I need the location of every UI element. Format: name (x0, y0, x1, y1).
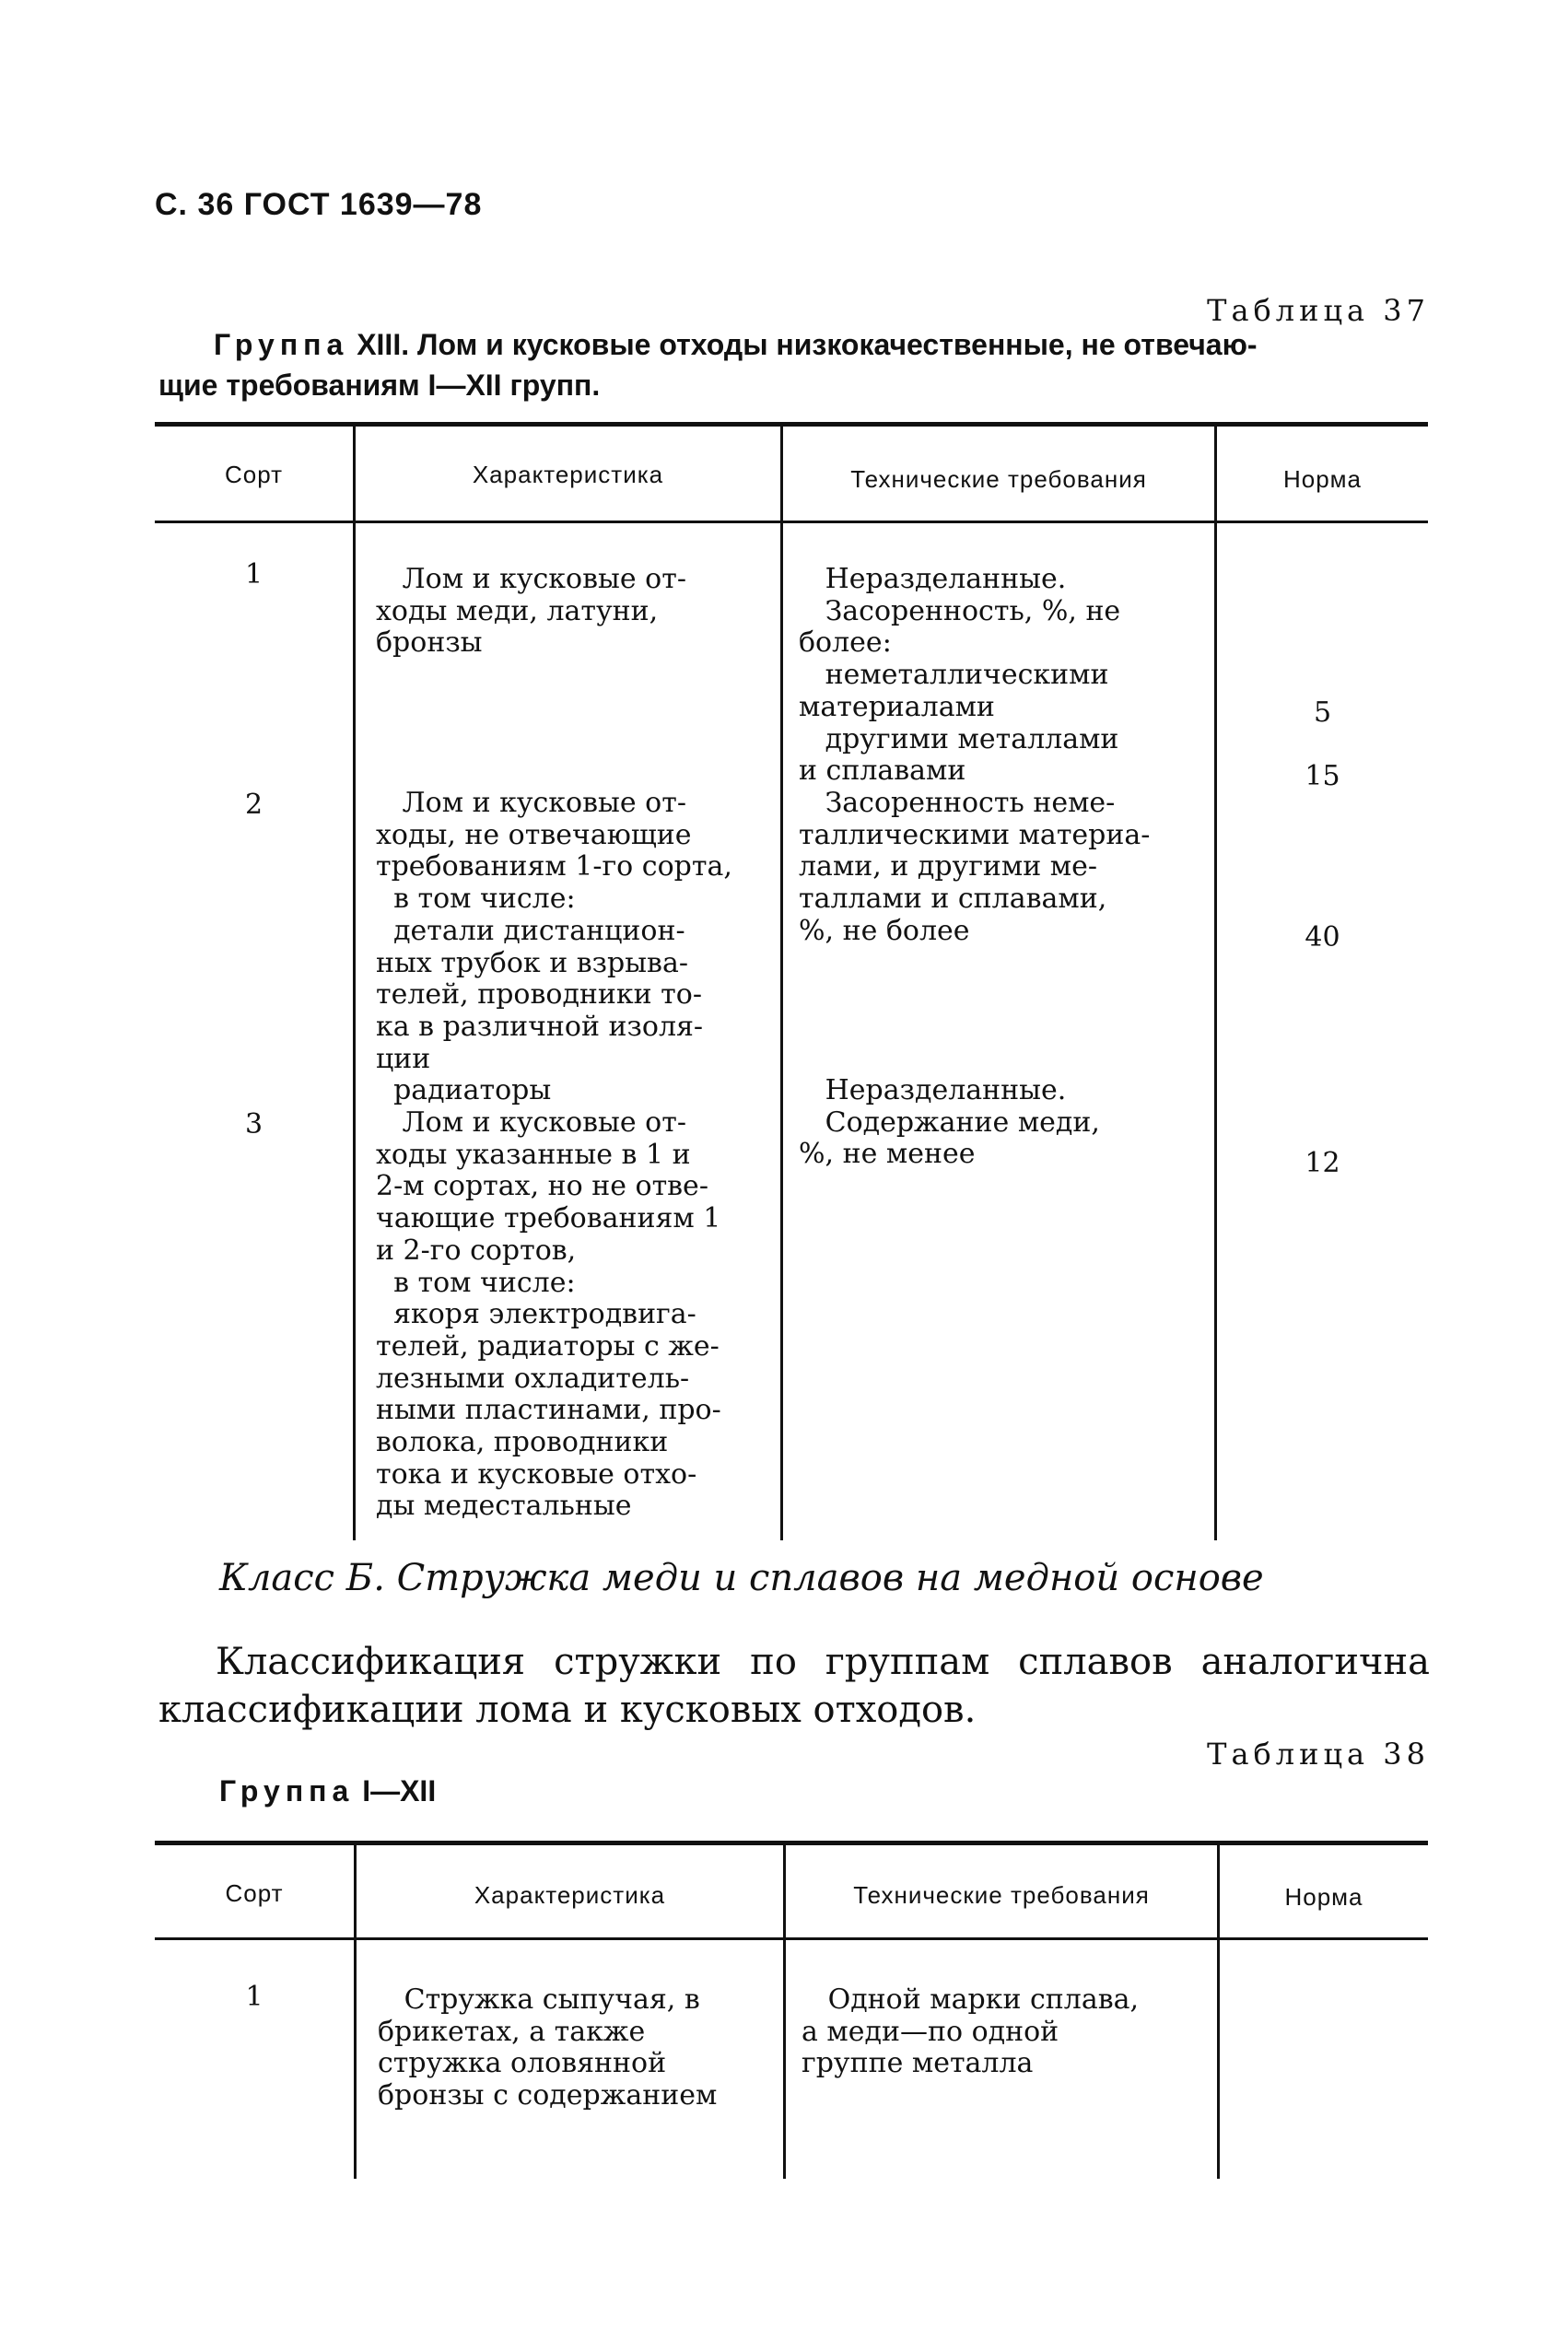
column-divider (780, 426, 783, 1540)
group-text: I—XII (362, 1774, 437, 1807)
page-header: С. 36 ГОСТ 1639—78 (155, 187, 483, 222)
technical-cell: Одной марки сплава, а меди—по одной группе металла (802, 1983, 1140, 2080)
technical-cell: Засоренность неме- таллическими материа- лами, и другими ме- таллами и сплавами, %, не более (799, 787, 1151, 947)
column-header-technical: Технические требования (853, 1881, 1150, 1909)
column-header-sort: Сорт (224, 461, 284, 488)
class-b-paragraph (158, 1638, 1430, 1734)
table-header-rule (155, 1937, 1428, 1940)
characteristic-cell: Лом и кусковые от- ходы меди, латуни, бронзы (376, 563, 686, 660)
group-label: Группа (214, 328, 349, 361)
table-top-rule (155, 422, 1428, 427)
column-header-norm: Норма (1282, 465, 1363, 493)
sort-cell: 2 (244, 789, 263, 821)
column-divider (1214, 426, 1217, 1540)
table-37-group-title-line2: щие требованиям I—XII групп. (158, 369, 601, 402)
table-38-number: Таблица 38 (1207, 1737, 1430, 1772)
table-37-number: Таблица 37 (1207, 293, 1430, 328)
column-header-sort: Сорт (225, 1879, 284, 1907)
table-38-group-title (219, 1771, 436, 1811)
column-header-characteristic: Характеристика (472, 461, 664, 488)
characteristic-cell: Лом и кусковые от- ходы указанные в 1 и 2-м сортах, но не отве- чающие требованиям 1 и 2-го сортов, в том числе: якоря электродвига- телей, радиаторы с же- лезными охладитель- ными пластинами, про- волока, проводники тока и кусковые отхо- ды медестальные (376, 1106, 721, 1523)
norm-cell: 12 (1305, 1147, 1340, 1179)
technical-cell: Неразделанные. Засоренность, %, не более: неметаллическими материалами другими металлами и сплавами (799, 563, 1121, 788)
column-divider (353, 426, 356, 1540)
sort-cell: 3 (244, 1108, 263, 1141)
table-37-group-title (214, 324, 1430, 365)
characteristic-cell: Стружка сыпучая, в брикетах, а также стружка оловянной бронзы с содержанием (378, 1983, 718, 2112)
norm-cell: 5 (1313, 696, 1332, 729)
norm-cell: 15 (1305, 760, 1340, 792)
characteristic-cell: Лом и кусковые от- ходы, не отвечающие требованиям 1-го сорта, в том числе: детали дистанцион- ных трубок и взрыва- телей, проводники то- ка в различной изоля- ции радиаторы (376, 787, 732, 1107)
table-top-rule (155, 1841, 1428, 1845)
class-b-paragraph-text: Классификация стружки по группам сплавов аналогична классификации лома и кусковых отходов. (158, 1641, 1430, 1731)
sort-cell: 1 (244, 558, 263, 591)
column-header-characteristic: Характеристика (474, 1881, 666, 1909)
group-label: Группа (219, 1774, 355, 1807)
table-header-rule (155, 521, 1428, 523)
group-text: XIII. Лом и кусковые отходы низкокачественные, не отвечаю- (357, 328, 1258, 361)
technical-cell: Неразделанные. Содержание меди, %, не менее (799, 1074, 1100, 1171)
norm-cell: 40 (1305, 921, 1340, 953)
sort-cell: 1 (245, 1981, 263, 2013)
column-header-norm: Норма (1284, 1883, 1363, 1911)
column-header-technical: Технические требования (850, 465, 1147, 493)
class-b-title: Класс Б. Стружка меди и сплавов на медной основе (219, 1557, 1264, 1599)
